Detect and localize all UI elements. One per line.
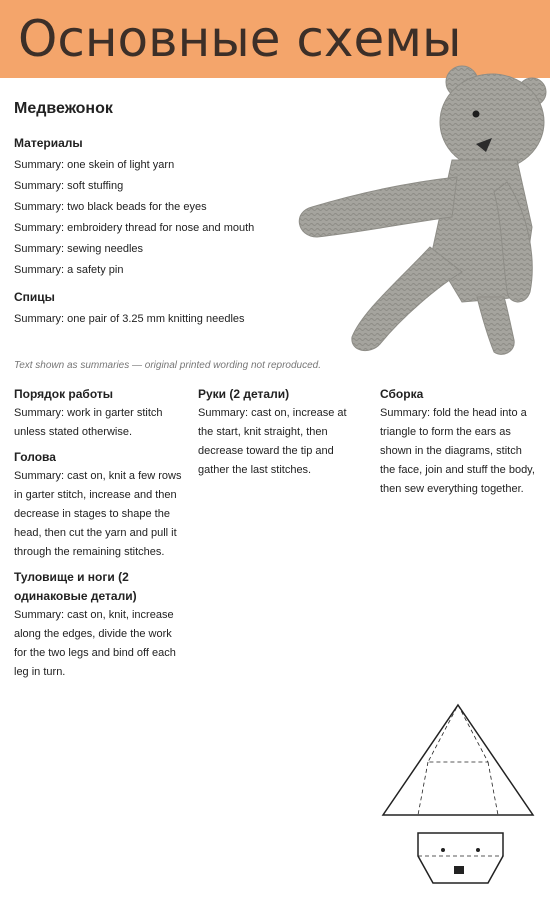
head-heading: Голова <box>14 450 56 464</box>
materials-section <box>14 134 274 281</box>
pattern-title: Медвежонок <box>14 100 113 117</box>
materials-item-1: Summary: one skein of light yarn <box>14 159 175 171</box>
arms-text: Summary: cast on, increase at the start, knit straight, then decrease toward the tip and gather the last stitches. <box>198 407 347 476</box>
procedure-heading: Порядок работы <box>14 387 113 401</box>
head-text: Summary: cast on, knit a few rows in garter stitch, increase and then decrease in stages to shape the head, then cut the yarn and pull it through the remaining stitches. <box>14 470 182 558</box>
materials-item-4: Summary: embroidery thread for nose and mouth <box>14 222 255 234</box>
arms-heading: Руки (2 детали) <box>198 387 290 401</box>
column-left <box>14 385 184 688</box>
column-right <box>380 385 540 505</box>
materials-item-3: Summary: two black beads for the eyes <box>14 201 207 213</box>
materials-item-5: Summary: sewing needles <box>14 243 144 255</box>
needles-item-1: Summary: one pair of 3.25 mm knitting needles <box>14 313 245 325</box>
knitted-bear-illustration <box>262 52 550 362</box>
body-heading: Туловище и ноги (2 одинаковые детали) <box>14 570 137 603</box>
materials-heading: Материалы <box>14 136 83 150</box>
paraphrase-note: Text shown as summaries — original printed wording not reproduced. <box>14 360 322 371</box>
materials-item-2: Summary: soft stuffing <box>14 180 124 192</box>
header-title: Основные схемы <box>18 10 462 68</box>
body-text: Summary: cast on, knit, increase along the edges, divide the work for the two legs and bind off each leg in turn. <box>14 609 176 678</box>
assembly-heading: Сборка <box>380 387 424 401</box>
materials-item-6: Summary: a safety pin <box>14 264 124 276</box>
head-fold-result-diagram <box>378 828 538 898</box>
head-fold-triangle-diagram <box>378 700 538 820</box>
needles-section <box>14 288 274 330</box>
column-middle <box>198 385 363 486</box>
needles-heading: Спицы <box>14 290 55 304</box>
procedure-text: Summary: work in garter stitch unless stated otherwise. <box>14 407 163 438</box>
assembly-text: Summary: fold the head into a triangle to form the ears as shown in the diagrams, stitch the face, join and stuff the body, then sew everything together. <box>380 407 535 495</box>
